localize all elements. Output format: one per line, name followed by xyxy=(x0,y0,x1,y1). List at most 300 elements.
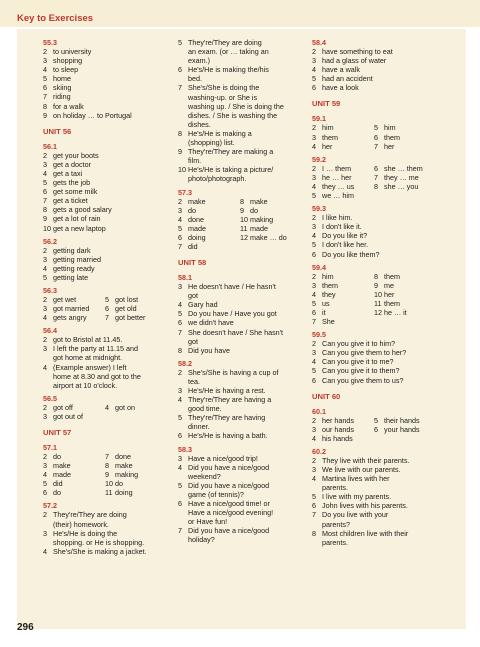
answer-number xyxy=(178,337,188,346)
answer-text: got xyxy=(188,291,198,301)
answer-number: 5 xyxy=(374,415,378,425)
answer-text: them xyxy=(384,298,400,308)
answer-text: shopping. or He is shopping. xyxy=(53,537,145,547)
answer-text: us xyxy=(322,298,330,308)
answer-text: Most children live with their xyxy=(322,528,409,538)
answer-line xyxy=(43,264,167,273)
answer-text: Did you have a nice/good xyxy=(188,462,270,472)
answer-text: He's/He is having a bath. xyxy=(188,431,268,441)
answer-number: 6 xyxy=(105,304,109,314)
answer-number: 3 xyxy=(312,465,316,474)
answer-pair-line xyxy=(43,412,167,421)
exercise-heading: 57.1 xyxy=(43,443,57,452)
answer-text: Do you like it? xyxy=(322,231,368,241)
answer-number: 3 xyxy=(43,461,47,471)
answer-text: make xyxy=(188,196,206,206)
answer-text: John lives with his parents. xyxy=(322,501,408,511)
answer-number: 4 xyxy=(312,433,316,443)
answer-line xyxy=(312,83,462,92)
exercise-section xyxy=(312,263,462,327)
answer-pair-line xyxy=(43,403,167,412)
answer-text: make xyxy=(53,461,71,471)
answer-number xyxy=(374,317,384,326)
answer-line xyxy=(178,431,306,440)
answer-text: Did you have a nice/good xyxy=(188,480,270,490)
answer-text: shopping xyxy=(53,56,83,66)
exercise-section xyxy=(312,407,462,443)
answer-line xyxy=(312,456,462,465)
answer-line xyxy=(178,129,306,138)
answer-number: 4 xyxy=(43,263,47,273)
answer-number: 2 xyxy=(312,213,316,223)
exercise-heading: 56.3 xyxy=(43,285,57,295)
answer-text: Martina lives with her xyxy=(322,474,390,484)
answer-pair-line xyxy=(43,479,167,488)
answer-text: they … me xyxy=(384,172,419,182)
answer-number: 4 xyxy=(312,289,316,299)
answer-text: them xyxy=(322,132,338,142)
answer-text: bed. xyxy=(188,74,202,84)
answer-number: 3 xyxy=(178,282,182,292)
answer-text: Gary had xyxy=(188,300,218,310)
answer-number: 4 xyxy=(312,474,316,484)
answer-number xyxy=(178,74,188,83)
answer-number: 4 xyxy=(178,214,182,224)
answer-text: Have a nice/good time! or xyxy=(188,499,270,509)
answer-line xyxy=(178,413,306,422)
answer-column-2 xyxy=(178,38,306,545)
answer-text: to university xyxy=(53,47,92,56)
answer-line xyxy=(312,510,462,519)
answer-text: (Example answer) I left xyxy=(53,362,127,372)
page-title: Key to Exercises xyxy=(17,13,94,24)
answer-text: she … them xyxy=(384,163,423,173)
answer-text: Do you like them? xyxy=(322,249,380,259)
answer-text: parents? xyxy=(322,519,350,529)
exercise-heading: 58.2 xyxy=(178,358,192,368)
answer-text: I like him. xyxy=(322,213,353,223)
answer-number xyxy=(178,93,188,102)
answer-line xyxy=(178,83,306,92)
answer-text: got xyxy=(188,336,198,346)
answer-text: do xyxy=(188,205,196,215)
answer-number xyxy=(178,111,188,120)
answer-text: tea. xyxy=(188,376,200,386)
answer-pair-line xyxy=(312,317,462,326)
answer-text: Can you give it to him? xyxy=(322,339,396,349)
answer-line xyxy=(312,538,462,547)
answer-line xyxy=(178,120,306,129)
answer-text: I live with my parents. xyxy=(322,492,392,502)
answer-text: film. xyxy=(188,156,202,166)
answer-text: He's/He is having a rest. xyxy=(188,386,266,395)
answer-number: 2 xyxy=(178,196,182,206)
answer-line xyxy=(43,273,167,282)
unit-heading: UNIT 56 xyxy=(43,126,72,136)
answer-text: get a new laptop xyxy=(53,223,106,233)
answer-number xyxy=(43,381,53,390)
answer-number: 7 xyxy=(178,83,182,93)
answer-number xyxy=(374,434,384,443)
exercise-heading: 56.2 xyxy=(43,236,57,246)
answer-number: 5 xyxy=(178,413,182,423)
answer-text: do xyxy=(115,479,123,489)
answer-text xyxy=(115,412,167,421)
answer-text: dinner. xyxy=(188,422,210,432)
answer-number: 5 xyxy=(312,366,316,376)
answer-number: 8 xyxy=(374,181,378,191)
answer-text: she … you xyxy=(384,181,419,191)
answer-text: parents. xyxy=(322,483,348,493)
answer-line xyxy=(178,463,306,472)
answer-text: skiing xyxy=(53,83,72,93)
answer-line xyxy=(178,517,306,526)
answer-number: 4 xyxy=(43,362,47,372)
answer-text: we didn't have xyxy=(188,318,234,328)
answer-line xyxy=(178,282,306,291)
answer-pair-line xyxy=(312,434,462,443)
answer-number: 3 xyxy=(43,56,47,66)
answer-number: 8 xyxy=(105,461,109,471)
exercise-section xyxy=(43,237,167,282)
answer-text: doing xyxy=(115,488,133,498)
answer-number: 6 xyxy=(43,488,47,498)
answer-line xyxy=(312,492,462,501)
answer-number xyxy=(43,353,53,362)
answer-text: got on xyxy=(115,402,135,412)
answer-number: 2 xyxy=(312,47,316,56)
answer-text: Can you give it to them? xyxy=(322,366,400,376)
answer-text: Did you have a nice/good xyxy=(188,526,270,536)
answer-number: 7 xyxy=(43,92,47,102)
answer-line xyxy=(178,309,306,318)
answer-text: She doesn't have / She hasn't xyxy=(188,327,284,337)
exercise-section xyxy=(312,114,462,150)
answer-text: have a look xyxy=(322,83,359,93)
answer-number: 6 xyxy=(43,187,47,197)
answer-text: get a ticket xyxy=(53,196,88,206)
answer-number: 3 xyxy=(43,159,47,169)
answer-line xyxy=(178,422,306,431)
answer-number: 10 xyxy=(178,165,186,175)
exercise-section xyxy=(43,142,167,233)
answer-text: her xyxy=(384,141,395,151)
answer-text: Can you give them to her? xyxy=(322,348,407,358)
answer-text: they xyxy=(322,289,336,299)
answer-pair-line xyxy=(312,299,462,308)
answer-text: I don't like it. xyxy=(322,222,362,232)
answer-line xyxy=(43,381,167,390)
answer-text: getting married xyxy=(53,254,101,264)
answer-line xyxy=(43,47,167,56)
answer-text: get wet xyxy=(53,294,77,304)
answer-number xyxy=(178,377,188,386)
answer-number: 4 xyxy=(43,470,47,480)
answer-text: He's/He is making a xyxy=(188,128,252,138)
exercise-heading: 57.2 xyxy=(43,501,57,511)
answer-number: 3 xyxy=(43,254,47,264)
answer-line xyxy=(43,151,167,160)
answer-line xyxy=(178,328,306,337)
answer-text: gets a good salary xyxy=(53,205,112,215)
answer-column-1 xyxy=(43,38,167,556)
answer-number xyxy=(43,520,53,529)
answer-number: 3 xyxy=(312,280,316,290)
answer-number: 3 xyxy=(43,344,47,354)
answer-number: 7 xyxy=(178,327,182,337)
answer-text: their hands xyxy=(384,415,420,425)
answer-number: 5 xyxy=(312,240,316,250)
exercise-heading: 59.1 xyxy=(312,114,326,124)
answer-line xyxy=(178,508,306,517)
answer-text: got out of xyxy=(53,411,83,421)
answer-number: 8 xyxy=(178,128,182,138)
answer-pair-line xyxy=(178,233,306,242)
answer-text: doing xyxy=(188,232,206,242)
answer-line xyxy=(43,169,167,178)
answer-text: home xyxy=(53,74,71,84)
answer-number: 6 xyxy=(43,83,47,93)
unit-heading: UNIT 57 xyxy=(43,428,72,437)
answer-line xyxy=(312,74,462,83)
answer-text: I … them xyxy=(322,163,352,173)
answer-text: (shopping) list. xyxy=(188,138,235,148)
answer-text: Have a nice/good evening! xyxy=(188,508,274,518)
answer-text: did xyxy=(53,479,63,489)
answer-pair-line xyxy=(312,272,462,281)
answer-number: 5 xyxy=(374,123,378,133)
answer-number: 9 xyxy=(178,147,182,157)
answer-number: 7 xyxy=(312,317,316,327)
exercise-section xyxy=(43,38,167,120)
answer-text: did xyxy=(188,241,198,251)
answer-line xyxy=(178,472,306,481)
answer-text: got off xyxy=(53,402,73,412)
answer-number: 7 xyxy=(105,313,109,323)
answer-line xyxy=(178,300,306,309)
answer-text: I left the party at 11.15 and xyxy=(53,344,138,354)
answer-number: 4 xyxy=(178,462,182,472)
answer-number: 7 xyxy=(43,196,47,206)
answer-line xyxy=(178,156,306,165)
answer-text: He's/He is making the/his xyxy=(188,65,269,75)
answer-number: 5 xyxy=(312,492,316,502)
answer-pair-line xyxy=(178,197,306,206)
answer-number: 8 xyxy=(43,205,47,215)
answer-line xyxy=(43,246,167,255)
answer-number: 4 xyxy=(312,357,316,367)
answer-text: made xyxy=(188,223,206,233)
answer-number: 7 xyxy=(178,526,182,536)
answer-number: 7 xyxy=(312,510,316,520)
answer-number: 4 xyxy=(312,141,316,151)
answer-line xyxy=(178,386,306,395)
answer-number: 6 xyxy=(178,65,182,75)
answer-number: 6 xyxy=(312,83,316,93)
answer-text: gets the job xyxy=(53,178,91,188)
exercise-heading: 56.1 xyxy=(43,141,57,151)
answer-number: 5 xyxy=(105,294,109,304)
answer-number: 9 xyxy=(240,205,244,215)
exercise-section xyxy=(312,447,462,547)
answer-line xyxy=(43,111,167,120)
exercise-section xyxy=(178,273,306,355)
answer-text: get your boots xyxy=(53,150,99,160)
answer-number: 2 xyxy=(43,335,47,345)
answer-text: get a doctor xyxy=(53,159,91,169)
answer-line xyxy=(312,366,462,375)
answer-line xyxy=(312,465,462,474)
answer-number: 2 xyxy=(312,271,316,281)
answer-number: 6 xyxy=(374,132,378,142)
answer-pair-line xyxy=(312,281,462,290)
answer-number: 6 xyxy=(312,249,316,259)
answer-number: 2 xyxy=(312,339,316,349)
answer-text: parents. xyxy=(322,537,348,547)
answer-pair-line xyxy=(312,290,462,299)
answer-pair-line xyxy=(178,224,306,233)
answer-number xyxy=(43,372,53,381)
answer-number: 5 xyxy=(43,74,47,84)
answer-line xyxy=(43,344,167,353)
answer-pair-line xyxy=(43,470,167,479)
answer-text: them xyxy=(322,280,338,290)
answer-number: 5 xyxy=(178,223,182,233)
answer-line xyxy=(312,56,462,65)
answer-number: 7 xyxy=(178,241,182,251)
answer-number: 4 xyxy=(312,231,316,241)
answer-text: me xyxy=(384,280,394,290)
answer-pair-line xyxy=(312,182,462,191)
answer-number: 11 xyxy=(240,223,248,233)
answer-pair-line xyxy=(312,308,462,317)
answer-text: home at 8.30 and got to the xyxy=(53,371,141,381)
answer-line xyxy=(178,111,306,120)
answer-text: done xyxy=(188,214,204,224)
answer-number: 2 xyxy=(43,402,47,412)
exercise-heading: 60.1 xyxy=(312,406,326,416)
exercise-heading: 59.2 xyxy=(312,154,326,164)
answer-number: 2 xyxy=(312,163,316,173)
answer-number: 5 xyxy=(178,38,182,47)
answer-text: on holiday … to Portugal xyxy=(53,110,132,120)
answer-text: good time. xyxy=(188,404,222,414)
exercise-section xyxy=(312,330,462,384)
answer-number: 12 xyxy=(240,232,248,242)
answer-number: 8 xyxy=(178,345,182,355)
answer-text: get some milk xyxy=(53,187,98,197)
exercise-section xyxy=(43,443,167,497)
answer-text: He's/He is taking a picture/ xyxy=(188,165,274,175)
answer-line xyxy=(43,56,167,65)
answer-line xyxy=(312,483,462,492)
answer-line xyxy=(43,187,167,196)
answer-number xyxy=(178,156,188,165)
answer-number: 4 xyxy=(43,168,47,178)
answer-text: She xyxy=(322,317,335,327)
answer-number: 11 xyxy=(105,488,113,498)
answer-number: 6 xyxy=(178,431,182,441)
exercise-heading: 59.3 xyxy=(312,204,326,214)
answer-line xyxy=(178,291,306,300)
answer-line xyxy=(43,214,167,223)
unit-heading: UNIT 59 xyxy=(312,99,341,109)
answer-line xyxy=(312,240,462,249)
answer-text: They're/They are doing xyxy=(188,38,262,47)
answer-number: 3 xyxy=(312,56,316,66)
answer-number xyxy=(374,191,384,200)
answer-line xyxy=(178,404,306,413)
answer-number xyxy=(178,404,188,413)
answer-text: exam.) xyxy=(188,56,210,66)
answer-line xyxy=(178,56,306,65)
exercise-heading: 58.3 xyxy=(178,444,192,454)
answer-number xyxy=(178,56,188,65)
answer-pair-line xyxy=(43,313,167,322)
answer-number xyxy=(240,242,250,251)
answer-line xyxy=(178,138,306,147)
answer-text: got home at midnight. xyxy=(53,353,123,363)
answer-text: I don't like her. xyxy=(322,240,369,250)
answer-line xyxy=(43,74,167,83)
answer-number xyxy=(178,422,188,431)
exercise-heading: 57.3 xyxy=(178,187,192,197)
answer-pair-line xyxy=(312,133,462,142)
answer-text: got lost xyxy=(115,294,139,304)
answer-text: had a glass of water xyxy=(322,56,387,66)
answer-number xyxy=(178,517,188,526)
answer-text: get a taxi xyxy=(53,168,83,178)
answer-text: Can you give it to me? xyxy=(322,357,394,367)
answer-line xyxy=(43,538,167,547)
exercise-section xyxy=(43,326,167,390)
answer-text: for a walk xyxy=(53,101,84,111)
answer-number: 3 xyxy=(43,304,47,314)
answer-text: getting dark xyxy=(53,245,91,255)
answer-number: 6 xyxy=(312,501,316,511)
answer-text: holiday? xyxy=(188,535,215,545)
answer-line xyxy=(178,65,306,74)
exercise-section xyxy=(312,155,462,200)
exercise-section xyxy=(43,286,167,322)
answer-number: 5 xyxy=(43,178,47,188)
answer-number: 12 xyxy=(374,307,382,317)
answer-number: 10 xyxy=(105,479,113,489)
answer-text: airport at 10 o'clock. xyxy=(53,380,118,390)
answer-line xyxy=(43,83,167,92)
answer-number xyxy=(312,538,322,547)
answer-text: They're/They are having a xyxy=(188,395,272,405)
answer-number: 3 xyxy=(178,453,182,463)
answer-line xyxy=(43,205,167,214)
answer-number xyxy=(178,472,188,481)
answer-text: They live with their parents. xyxy=(322,455,410,465)
answer-line xyxy=(312,213,462,222)
answer-line xyxy=(43,529,167,538)
answer-line xyxy=(178,47,306,56)
answer-number: 4 xyxy=(105,402,109,412)
answer-number: 8 xyxy=(312,528,316,538)
answer-pair-line xyxy=(312,123,462,132)
answer-number: 6 xyxy=(374,424,378,434)
answer-line xyxy=(43,547,167,556)
answer-number: 4 xyxy=(312,181,316,191)
answer-line xyxy=(43,92,167,101)
answer-number: 8 xyxy=(374,271,378,281)
answer-text: They're/They are doing xyxy=(53,510,127,520)
answer-number: 3 xyxy=(312,172,316,182)
answer-number xyxy=(178,174,188,183)
